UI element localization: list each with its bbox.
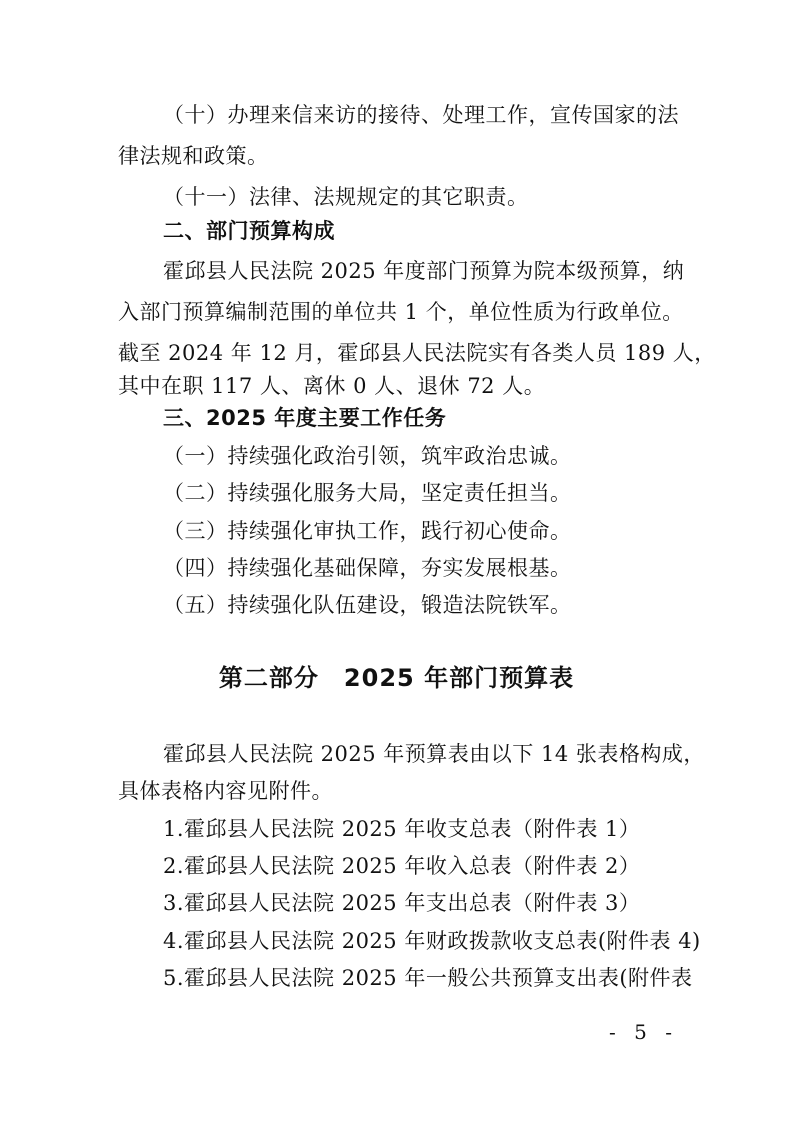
table-list-item: 3.霍邱县人民法院 2025 年支出总表（附件表 3）	[163, 891, 641, 915]
part-two-title: 第二部分 2025 年部门预算表	[218, 664, 575, 692]
intro-line: 具体表格内容见附件。	[118, 779, 333, 803]
table-list-item: 5.霍邱县人民法院 2025 年一般公共预算支出表(附件表	[163, 966, 693, 990]
table-list-item: 1.霍邱县人民法院 2025 年收支总表（附件表 1）	[163, 817, 641, 841]
paragraph-line: 入部门预算编制范围的单位共 1 个，单位性质为行政单位。	[118, 300, 684, 324]
table-list-item: 2.霍邱县人民法院 2025 年收入总表（附件表 2）	[163, 854, 641, 878]
paragraph-line: 截至 2024 年 12 月，霍邱县人民法院实有各类人员 189 人，	[118, 341, 716, 365]
line-duty-10a: （十）办理来信来访的接待、处理工作，宣传国家的法	[163, 103, 679, 127]
task-item: （一）持续强化政治引领，筑牢政治忠诚。	[163, 444, 572, 468]
task-item: （三）持续强化审执工作，践行初心使命。	[163, 519, 572, 543]
task-item: （五）持续强化队伍建设，锻造法院铁军。	[163, 593, 572, 617]
intro-line: 霍邱县人民法院 2025 年预算表由以下 14 张表格构成，	[163, 742, 705, 766]
table-list-item: 4.霍邱县人民法院 2025 年财政拨款收支总表(附件表 4)	[163, 929, 701, 953]
heading-main-tasks: 三、2025 年度主要工作任务	[163, 406, 447, 430]
paragraph-line: 霍邱县人民法院 2025 年度部门预算为院本级预算，纳	[163, 259, 685, 283]
task-item: （四）持续强化基础保障，夯实发展根基。	[163, 556, 572, 580]
task-item: （二）持续强化服务大局，坚定责任担当。	[163, 481, 572, 505]
line-duty-10b: 律法规和政策。	[118, 144, 269, 168]
paragraph-line: 其中在职 117 人、离休 0 人、退休 72 人。	[118, 374, 546, 398]
page-number: - 5 -	[609, 1020, 678, 1044]
line-duty-11: （十一）法律、法规规定的其它职责。	[163, 185, 529, 209]
heading-budget-composition: 二、部门预算构成	[163, 219, 335, 243]
